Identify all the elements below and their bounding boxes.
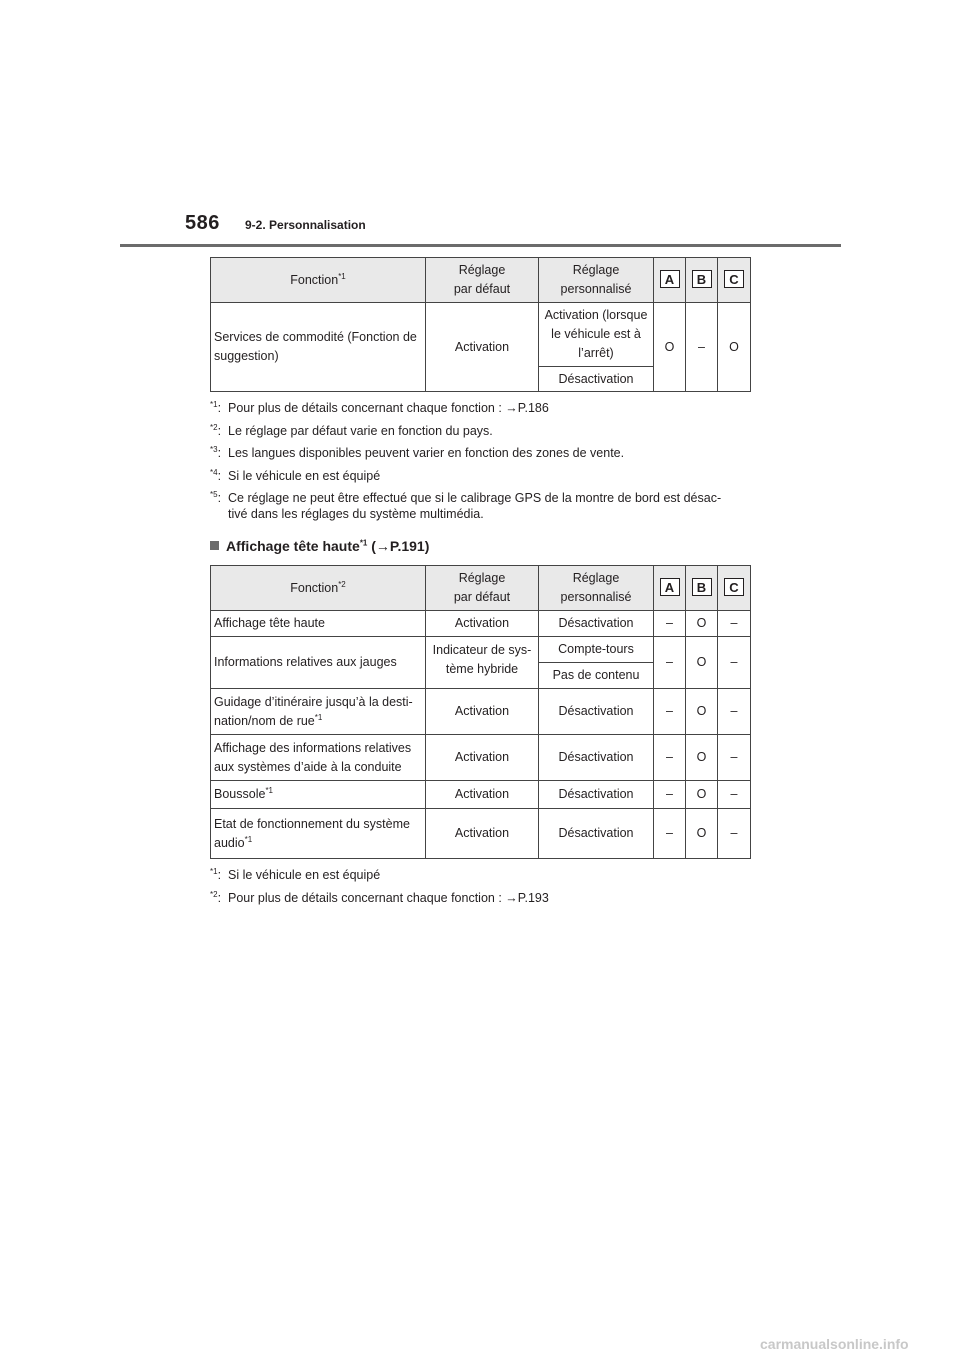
footnote: $^{*4}$: Si le véhicule en est équipé: [210, 467, 381, 483]
cell-b: O: [686, 809, 718, 859]
cell-function: Informations relatives aux jauges: [211, 637, 426, 689]
cell-b: O: [686, 689, 718, 735]
column-header-default: Réglage par défaut: [426, 566, 539, 611]
settings-table-services: [210, 257, 751, 392]
cell-custom: Pas de contenu: [539, 663, 654, 689]
column-header-a: A: [654, 258, 686, 303]
page-link[interactable]: (→P.191): [371, 538, 430, 554]
header-divider: [120, 244, 841, 247]
footnotes-table1: [210, 400, 770, 529]
cell-c: –: [718, 735, 751, 781]
column-header-c: C: [718, 258, 751, 303]
table-row: [211, 611, 751, 637]
cell-function: Boussole$^{*1}$: [211, 781, 426, 809]
cell-custom: Désactivation: [539, 611, 654, 637]
table-row: [211, 781, 751, 809]
cell-function: Affichage des informations relatives aux systèmes d’aide à la conduite: [211, 735, 426, 781]
cell-custom: Activation (lorsque le véhicule est à l’arrêt): [539, 303, 654, 367]
table-header-row: [211, 258, 751, 303]
column-header-c: C: [718, 566, 751, 611]
cell-function: Services de commodité (Fonction de suggestion): [211, 303, 426, 392]
cell-custom: Désactivation: [539, 367, 654, 392]
column-header-function: Fonction$^{*2}$: [211, 566, 426, 611]
cell-a: –: [654, 611, 686, 637]
column-header-b: B: [686, 566, 718, 611]
cell-default: Activation: [426, 809, 539, 859]
table-row: [211, 735, 751, 781]
footnote: $^{*1}$: Pour plus de détails concernant chaque fonction : →P.186: [210, 399, 549, 415]
cell-a: –: [654, 781, 686, 809]
cell-c: –: [718, 689, 751, 735]
column-header-default: Réglage par défaut: [426, 258, 539, 303]
table-header-row: [211, 566, 751, 611]
table-row: [211, 809, 751, 859]
cell-c: –: [718, 781, 751, 809]
cell-c: O: [718, 303, 751, 392]
settings-table-head-up-display: [210, 565, 751, 859]
cell-b: O: [686, 781, 718, 809]
cell-b: O: [686, 611, 718, 637]
cell-custom: Désactivation: [539, 735, 654, 781]
cell-function: Affichage tête haute: [211, 611, 426, 637]
cell-default: Activation: [426, 735, 539, 781]
cell-a: –: [654, 689, 686, 735]
square-bullet-icon: [210, 541, 219, 550]
table-row: [211, 303, 751, 367]
column-header-a: A: [654, 566, 686, 611]
footnote: $^{*2}$: Pour plus de détails concernant chaque fonction : →P.193: [210, 889, 549, 905]
table-row: [211, 689, 751, 735]
cell-custom: Désactivation: [539, 689, 654, 735]
footnote: $^{*1}$: Si le véhicule en est équipé: [210, 866, 381, 882]
cell-b: –: [686, 303, 718, 392]
page-number: 586: [185, 212, 220, 234]
footnote: $^{*5}$: Ce réglage ne peut être effectué que si le calibrage GPS de la montre de bord est désac- tivé dans les réglages du système multimédia.: [210, 489, 722, 521]
cell-a: –: [654, 735, 686, 781]
cell-c: –: [718, 809, 751, 859]
cell-c: –: [718, 611, 751, 637]
cell-custom: Désactivation: [539, 809, 654, 859]
cell-b: O: [686, 735, 718, 781]
cell-function: Guidage d’itinéraire jusqu’à la desti- nation/nom de rue$^{*1}$: [211, 689, 426, 735]
footnote: $^{*3}$: Les langues disponibles peuvent varier en fonction des zones de vente.: [210, 444, 625, 460]
section-title: 9-2. Personnalisation: [245, 218, 366, 232]
column-header-b: B: [686, 258, 718, 303]
cell-default: Activation: [426, 781, 539, 809]
cell-function: Etat de fonctionnement du système audio$^{*1}$: [211, 809, 426, 859]
cell-default: Indicateur de sys- tème hybride: [426, 637, 539, 689]
column-header-custom: Réglage personnalisé: [539, 258, 654, 303]
footnotes-table2: [210, 867, 770, 912]
watermark-text: carmanualsonline.info: [760, 1336, 909, 1352]
cell-default: Activation: [426, 689, 539, 735]
cell-default: Activation: [426, 303, 539, 392]
cell-a: O: [654, 303, 686, 392]
footnote: $^{*2}$: Le réglage par défaut varie en fonction du pays.: [210, 422, 493, 438]
cell-a: –: [654, 809, 686, 859]
subheading-head-up-display: Affichage tête haute$^{*1}$ (→P.191): [210, 538, 429, 554]
cell-a: –: [654, 637, 686, 689]
cell-b: O: [686, 637, 718, 689]
cell-custom: Compte-tours: [539, 637, 654, 663]
cell-default: Activation: [426, 611, 539, 637]
column-header-function: Fonction$^{*1}$: [211, 258, 426, 303]
table-row: [211, 637, 751, 663]
column-header-custom: Réglage personnalisé: [539, 566, 654, 611]
cell-custom: Désactivation: [539, 781, 654, 809]
cell-c: –: [718, 637, 751, 689]
